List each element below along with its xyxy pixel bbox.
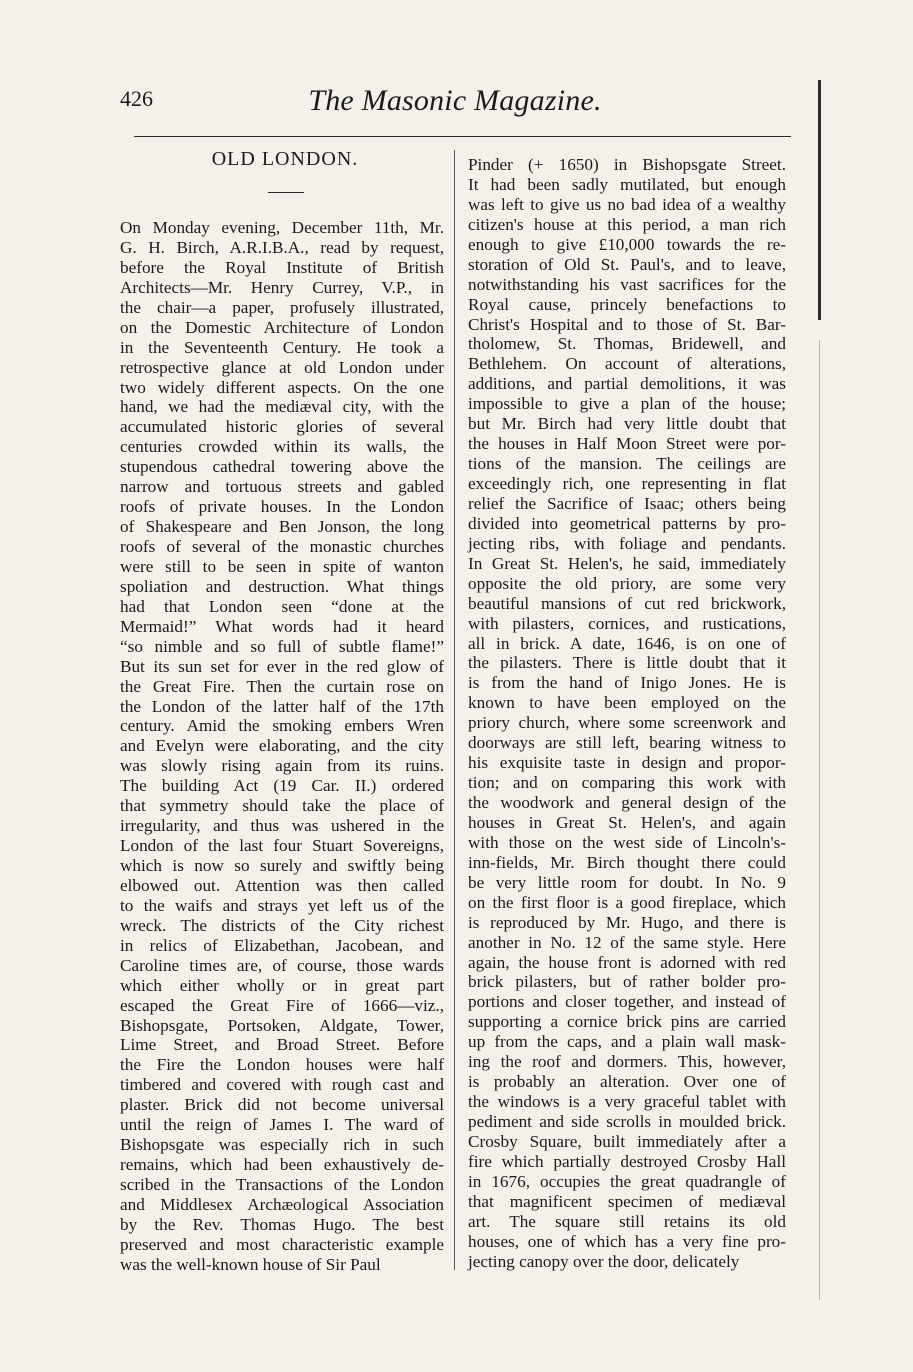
text-line: known to have been employed on the bbox=[468, 693, 786, 713]
text-line: hand, we had the mediæval city, with the bbox=[120, 397, 444, 417]
text-line: up from the caps, and a plain wall mask- bbox=[468, 1032, 786, 1052]
text-line: Caroline times are, of course, those wards bbox=[120, 955, 444, 975]
text-line: fire which partially destroyed Crosby Hall bbox=[468, 1151, 786, 1171]
text-line: tion; and on comparing this work with bbox=[468, 773, 786, 793]
text-line: notwithstanding his vast sacrifices for the bbox=[468, 274, 786, 294]
text-line: the Fire the London houses were half bbox=[120, 1055, 444, 1075]
text-line: doorways are still left, bearing witness to bbox=[468, 733, 786, 753]
text-line: In Great St. Helen's, he said, immediately bbox=[468, 553, 786, 573]
text-line: Bishopsgate was especially rich in such bbox=[120, 1135, 444, 1155]
left-column bbox=[120, 218, 444, 1275]
text-line: retrospective glance at old London under bbox=[120, 357, 444, 377]
text-line: which is now so surely and swiftly being bbox=[120, 856, 444, 875]
title-rule bbox=[268, 192, 304, 193]
text-line: storation of Old St. Paul's, and to leave, bbox=[468, 254, 786, 274]
text-line: accumulated historic glories of several bbox=[120, 417, 444, 437]
text-line: the chair—a paper, profusely illustrated, bbox=[120, 297, 444, 317]
text-line: the pilasters. There is little doubt that it bbox=[468, 653, 786, 673]
text-line: divided into geometrical patterns by pro- bbox=[468, 513, 786, 533]
text-line: opposite the old priory, are some very bbox=[468, 573, 786, 593]
text-line: tholomew, St. Thomas, Bridewell, and bbox=[468, 334, 786, 354]
text-line: two widely different aspects. On the one bbox=[120, 377, 444, 397]
text-line: another in No. 12 of the same style. Here bbox=[468, 932, 786, 952]
text-line: Mermaid!” What words had it heard bbox=[120, 616, 444, 636]
text-line: on the Domestic Architecture of London bbox=[120, 317, 444, 337]
text-line: impossible to give a plan of the house; bbox=[468, 394, 786, 414]
text-line: be very little room for doubt. In No. 9 bbox=[468, 872, 786, 892]
text-line: exceedingly rich, one representing in flat bbox=[468, 474, 786, 493]
text-line: narrow and tortuous streets and gabled bbox=[120, 477, 444, 497]
text-line: which either wholly or in great part bbox=[120, 975, 444, 995]
text-line: that magnificent specimen of mediæval bbox=[468, 1191, 786, 1211]
text-line: that symmetry should take the place of bbox=[120, 796, 444, 816]
text-line: priory church, where some screenwork and bbox=[468, 713, 786, 733]
text-line: jecting ribs, with foliage and pendants. bbox=[468, 533, 786, 553]
binding-edge-mark bbox=[818, 80, 821, 320]
text-line: was the well-known house of Sir Paul bbox=[120, 1254, 381, 1274]
text-line: is reproduced by Mr. Hugo, and there is bbox=[468, 912, 786, 932]
text-line: It had been sadly mutilated, but enough bbox=[468, 174, 786, 194]
text-line: in the Seventeenth Century. He took a bbox=[120, 337, 444, 357]
text-line: G. H. Birch, A.R.I.B.A., read by request, bbox=[120, 237, 444, 257]
text-line: art. The square still retains its old bbox=[468, 1211, 786, 1231]
text-line: Architects—Mr. Henry Currey, V.P., in bbox=[120, 277, 444, 297]
column-divider bbox=[454, 150, 455, 1270]
text-line: the London of the latter half of the 17th bbox=[120, 696, 444, 716]
magazine-title: The Masonic Magazine. bbox=[308, 84, 602, 117]
text-line: is from the hand of Inigo Jones. He is bbox=[468, 673, 786, 693]
text-line: brick pilasters, but of rather bolder pro- bbox=[468, 972, 786, 992]
text-line: was slowly rising again from its ruins. bbox=[120, 756, 444, 776]
text-line: Crosby Square, built immediately after a bbox=[468, 1131, 786, 1151]
text-line: The building Act (19 Car. II.) ordered bbox=[120, 776, 444, 796]
text-line: was left to give us no bad idea of a wealthy bbox=[468, 194, 786, 214]
text-line: and Middlesex Archæological Association bbox=[120, 1194, 444, 1214]
article-title: OLD LONDON. bbox=[211, 148, 359, 170]
text-line: additions, and partial demolitions, it was bbox=[468, 374, 786, 394]
text-line: portions and closer together, and instead of bbox=[468, 992, 786, 1012]
text-line: irregularity, and thus was ushered in the bbox=[120, 816, 444, 836]
text-line: supporting a cornice brick pins are carried bbox=[468, 1012, 786, 1032]
text-line: timbered and covered with rough cast and bbox=[120, 1075, 444, 1095]
text-line: had that London seen “done at the bbox=[120, 596, 444, 616]
text-line: Bethlehem. On account of alterations, bbox=[468, 354, 786, 374]
text-line: Lime Street, and Broad Street. Before bbox=[120, 1035, 444, 1055]
text-line: all in brick. A date, 1646, is on one of bbox=[468, 633, 786, 653]
text-line: stupendous cathedral towering above the bbox=[120, 457, 444, 477]
text-line: citizen's house at this period, a man rich bbox=[468, 214, 786, 234]
text-line: On Monday evening, December 11th, Mr. bbox=[120, 218, 444, 237]
text-line: ing the roof and dormers. This, however, bbox=[468, 1052, 786, 1072]
right-column bbox=[468, 155, 786, 1272]
text-line: centuries crowded within its walls, the bbox=[120, 437, 444, 457]
text-line: the houses in Half Moon Street were por- bbox=[468, 434, 786, 454]
text-line: houses in Great St. Helen's, and again bbox=[468, 812, 786, 832]
text-line: the Great Fire. Then the curtain rose on bbox=[120, 676, 444, 696]
page-number: 426 bbox=[120, 86, 153, 111]
text-line: London of the last four Stuart Sovereigns, bbox=[120, 836, 444, 856]
text-line: Royal cause, princely benefactions to bbox=[468, 294, 786, 314]
text-line: of Shakespeare and Ben Jonson, the long bbox=[120, 517, 444, 537]
text-line: Bishopsgate, Portsoken, Aldgate, Tower, bbox=[120, 1015, 444, 1035]
text-line: but Mr. Birch had very little doubt that bbox=[468, 414, 786, 434]
text-line: enough to give £10,000 towards the re- bbox=[468, 234, 786, 254]
text-line: the woodwork and general design of the bbox=[468, 793, 786, 812]
text-line: relief the Sacrifice of Isaac; others being bbox=[468, 493, 786, 513]
text-line: by the Rev. Thomas Hugo. The best bbox=[120, 1214, 444, 1234]
text-line: houses, one of which has a very fine pro- bbox=[468, 1231, 786, 1251]
text-line: until the reign of James I. The ward of bbox=[120, 1115, 444, 1135]
text-line: century. Amid the smoking embers Wren bbox=[120, 716, 444, 736]
text-line: and Evelyn were elaborating, and the city bbox=[120, 736, 444, 756]
text-line: tions of the mansion. The ceilings are bbox=[468, 454, 786, 474]
text-line: plaster. Brick did not become universal bbox=[120, 1095, 444, 1115]
text-line: in 1676, occupies the great quadrangle of bbox=[468, 1171, 786, 1191]
text-line: remains, which had been exhaustively de- bbox=[120, 1155, 444, 1175]
text-line: Pinder (+ 1650) in Bishopsgate Street. bbox=[468, 155, 786, 174]
text-line: Christ's Hospital and to those of St. Bar- bbox=[468, 314, 786, 334]
text-line: beautiful mansions of cut red brickwork, bbox=[468, 593, 786, 613]
text-line: escaped the Great Fire of 1666—viz., bbox=[120, 995, 444, 1015]
text-line: is probably an alteration. Over one of bbox=[468, 1072, 786, 1092]
text-line: were still to be seen in spite of wanton bbox=[120, 556, 444, 576]
binding-edge-shadow bbox=[819, 340, 820, 1300]
text-line: But its sun set for ever in the red glow of bbox=[120, 656, 444, 676]
text-line: jecting canopy over the door, delicately bbox=[468, 1251, 740, 1271]
text-line: spoliation and destruction. What things bbox=[120, 576, 444, 596]
text-line: elbowed out. Attention was then called bbox=[120, 875, 444, 895]
text-line: again, the house front is adorned with red bbox=[468, 952, 786, 972]
text-line: to the waifs and strays yet left us of the bbox=[120, 895, 444, 915]
text-line: scribed in the Transactions of the London bbox=[120, 1175, 444, 1194]
text-line: wreck. The districts of the City richest bbox=[120, 915, 444, 935]
text-line: his exquisite taste in design and propor- bbox=[468, 753, 786, 773]
text-line: with pilasters, cornices, and rustications, bbox=[468, 613, 786, 633]
text-line: “so nimble and so full of subtle flame!” bbox=[120, 636, 444, 656]
text-line: pediment and side scrolls in moulded brick. bbox=[468, 1112, 786, 1131]
text-line: with those on the west side of Lincoln's- bbox=[468, 832, 786, 852]
text-line: in relics of Elizabethan, Jacobean, and bbox=[120, 935, 444, 955]
text-line: before the Royal Institute of British bbox=[120, 257, 444, 277]
page-header bbox=[120, 86, 790, 120]
text-line: the windows is a very graceful tablet with bbox=[468, 1092, 786, 1112]
header-rule bbox=[134, 136, 791, 137]
text-line: inn-fields, Mr. Birch thought there could bbox=[468, 852, 786, 872]
text-line: on the first floor is a good fireplace, which bbox=[468, 892, 786, 912]
text-line: roofs of private houses. In the London bbox=[120, 497, 444, 517]
text-line: preserved and most characteristic example bbox=[120, 1234, 444, 1254]
text-line: roofs of several of the monastic churches bbox=[120, 537, 444, 556]
